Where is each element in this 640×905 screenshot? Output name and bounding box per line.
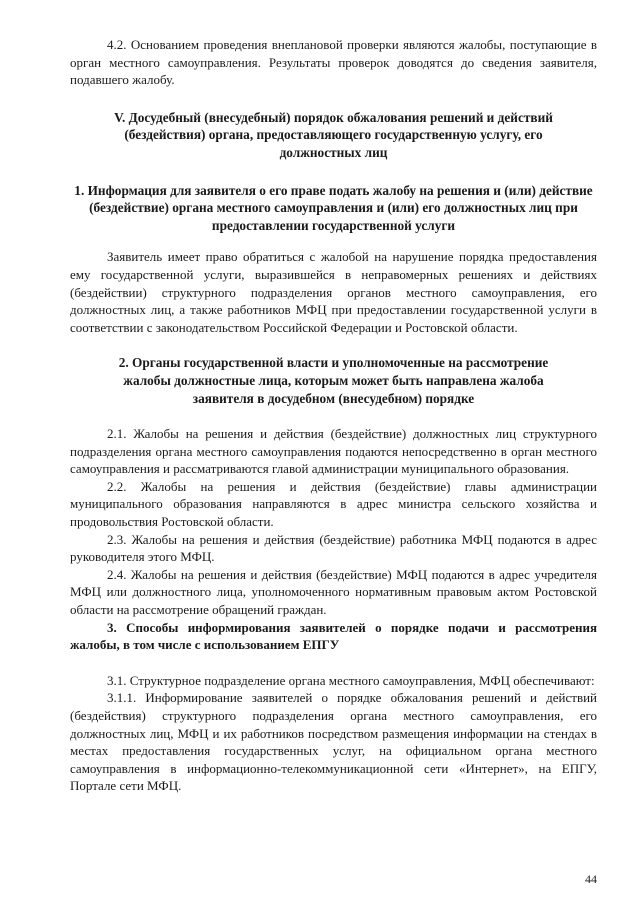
- page-number: 44: [585, 872, 597, 886]
- paragraph-3-1-1: 3.1.1. Информирование заявителей о порядке обжалования решений и действий (бездействия) структурного подразделения органа местного самоуправления, его должностных лиц, МФЦ и их работников посредством размещения информации на стендах в местах предоставления государственных услуг, на официальном органа местного самоуправления в информационно-телекоммуникационной сети «Интернет», на ЕПГУ, Портале сети МФЦ.: [70, 690, 597, 794]
- section-5-title: V. Досудебный (внесудебный) порядок обжалования решений и действий (бездействия) органа, предоставляющего государственную услугу, его должностных лиц: [114, 109, 553, 160]
- paragraph-2-4: 2.4. Жалобы на решения и действия (бездействие) МФЦ подаются в адрес учредителя МФЦ или должностного лица, уполномоченного нормативным правовым актом Ростовской области на рассмотрение обращений граждан.: [70, 566, 597, 618]
- paragraph-2-3: 2.3. Жалобы на решения и действия (бездействие) работника МФЦ подаются в адрес руководителя этого МФЦ.: [70, 531, 597, 565]
- paragraph-2-1: 2.1. Жалобы на решения и действия (бездействие) должностных лиц структурного подразделения органа местного самоуправления подаются непосредственно в орган местного самоуправления и рассматриваются главой администрации муниципального образования.: [70, 426, 597, 477]
- subsection-2-title: 2. Органы государственной власти и уполномоченные на рассмотрение жалобы должностные лица, которым может быть направлена жалоба заявителя в досудебном (внесудебном) порядке: [118, 355, 549, 406]
- paragraph-3-1: 3.1. Структурное подразделение органа местного самоуправления, МФЦ обеспечивают:: [107, 672, 595, 688]
- document-page: [70, 36, 597, 795]
- paragraph-2-2: 2.2. Жалобы на решения и действия (бездействие) главы администрации муниципального образования направляются в адрес министра сельского хозяйства и продовольствия Ростовской области.: [70, 478, 597, 530]
- subsection-3-title: 3. Способы информирования заявителей о порядке подачи и рассмотрения жалобы, в том числе с использованием ЕПГУ: [70, 619, 597, 653]
- subsection-1-title: 1. Информация для заявителя о его праве подать жалобу на решения и (или) действие (бездействие) органа местного самоуправления и (или) его должностных лиц при предоставлении государственной услуги: [74, 182, 593, 233]
- paragraph-4-2: 4.2. Основанием проведения внеплановой проверки являются жалобы, поступающие в орган местного самоуправления. Результаты проверок доводятся до сведения заявителя, подавшего жалобу.: [70, 37, 597, 88]
- subsection-1-text: Заявитель имеет право обратиться с жалобой на нарушение порядка предоставления ему государственной услуги, выразившейся в неправомерных решениях и действиях (бездействии) структурного подразделения органов местного самоуправления, его должностных лиц, а также работников МФЦ при предоставлении государственной услуги в соответствии с законодательством Российской Федерации и Ростовской области.: [70, 249, 597, 335]
